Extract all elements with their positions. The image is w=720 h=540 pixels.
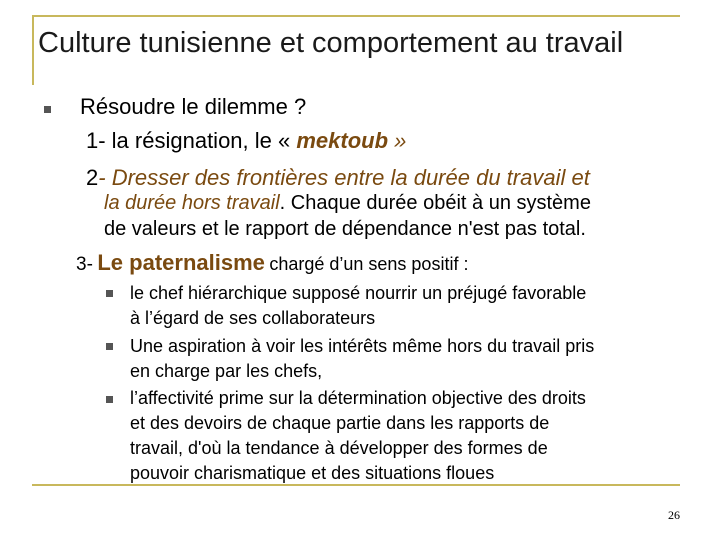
sub-bullet-1 (130, 281, 586, 331)
page-number: 26 (668, 508, 680, 522)
sub-bullet-1-line: le chef hiérarchique supposé nourrir un préjugé favorable (130, 283, 587, 303)
sub-bullet-3-line: et des devoirs de chaque partie dans les rapports de (130, 413, 550, 433)
item-1-emphasis: mektoub (296, 128, 389, 153)
sub-bullet-1-line: à l’égard de ses collaborateurs (130, 308, 376, 328)
item-2-line-2 (104, 192, 591, 215)
item-3 (76, 250, 468, 276)
item-3-emphasis: Le paternalisme (97, 250, 265, 275)
sub-bullet-3 (130, 386, 586, 486)
item-3-rest: chargé d’un sens positif : (269, 254, 469, 274)
item-2-emphasis-1: - Dresser des frontières entre la durée du travail et (98, 165, 590, 190)
slide-title: Culture tunisienne et comportement au travail (38, 27, 624, 59)
square-bullet-icon (106, 343, 113, 350)
frame-left-rule (32, 15, 34, 85)
main-bullet-text: Résoudre le dilemme ? (80, 94, 307, 119)
item-2-rest: . Chaque durée obéit à un système (279, 192, 591, 214)
sub-bullet-3-line: l’affectivité prime sur la détermination objective des droits (130, 388, 586, 408)
item-1-prefix: 1- la résignation, le « (86, 128, 291, 153)
item-2-line-3: de valeurs et le rapport de dépendance n'est pas total. (104, 218, 586, 240)
sub-bullet-3-line: travail, d'où la tendance à développer des formes de (130, 438, 548, 458)
sub-bullet-3-line: pouvoir charismatique et des situations floues (130, 463, 495, 483)
item-2-line-1 (86, 165, 590, 191)
item-1-suffix: » (394, 128, 407, 153)
frame-top-rule (32, 15, 680, 17)
sub-bullet-2-line: Une aspiration à voir les intérêts même hors du travail pris (130, 336, 595, 356)
item-1 (86, 128, 406, 154)
sub-bullet-2-line: en charge par les chefs, (130, 361, 323, 381)
sub-bullet-2 (130, 334, 594, 384)
square-bullet-icon (106, 290, 113, 297)
square-bullet-icon (44, 106, 51, 113)
item-3-number: 3- (76, 254, 93, 275)
item-2-number: 2 (86, 165, 99, 190)
frame-bottom-rule (32, 484, 680, 486)
square-bullet-icon (106, 396, 113, 403)
item-2-emphasis-2: la durée hors travail (104, 192, 280, 214)
